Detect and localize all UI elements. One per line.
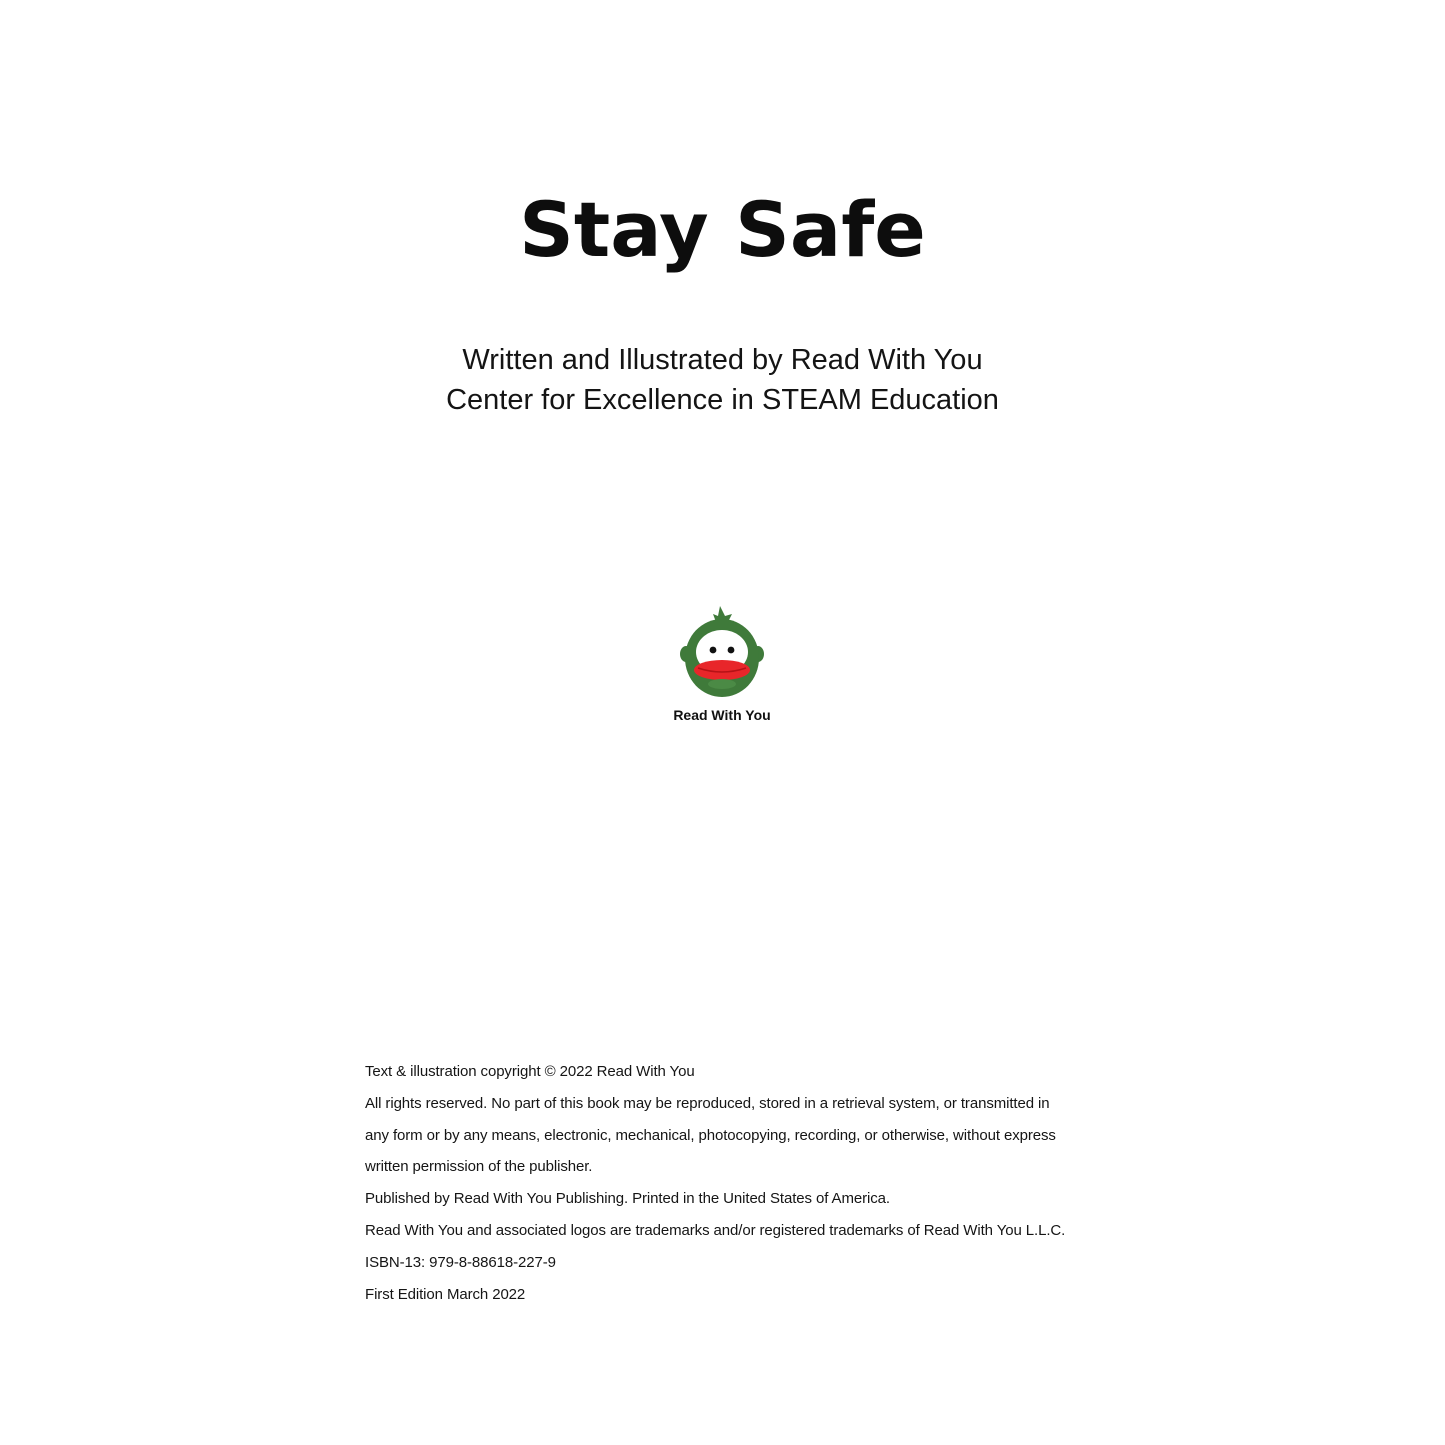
rights-line: written permission of the publisher. (365, 1158, 593, 1176)
organization-credit: Center for Excellence in STEAM Education (446, 384, 999, 416)
rights-line: All rights reserved. No part of this book may be reproduced, stored in a retrieval system, or transmitted in (365, 1094, 1050, 1112)
edition-line: First Edition March 2022 (365, 1285, 526, 1303)
page-title: Stay Safe (519, 185, 926, 274)
publisher-line: Published by Read With You Publishing. Printed in the United States of America. (365, 1190, 890, 1208)
trademark-line: Read With You and associated logos are trademarks and/or registered trademarks of Read With You L.L.C. (365, 1221, 1066, 1239)
logo-label: Read With You (673, 707, 771, 723)
copyright-line: Text & illustration copyright © 2022 Read With You (365, 1063, 695, 1080)
copyright-block (365, 1056, 1125, 1310)
rights-line: any form or by any means, electronic, mechanical, photocopying, recording, or otherwise, without express (365, 1126, 1056, 1144)
author-credit: Written and Illustrated by Read With You (462, 344, 983, 376)
publisher-logo (662, 604, 782, 734)
isbn-line: ISBN-13: 979-8-88618-227-9 (365, 1253, 556, 1271)
credits-block (0, 340, 1445, 420)
green-sock-monkey-icon (680, 604, 764, 698)
